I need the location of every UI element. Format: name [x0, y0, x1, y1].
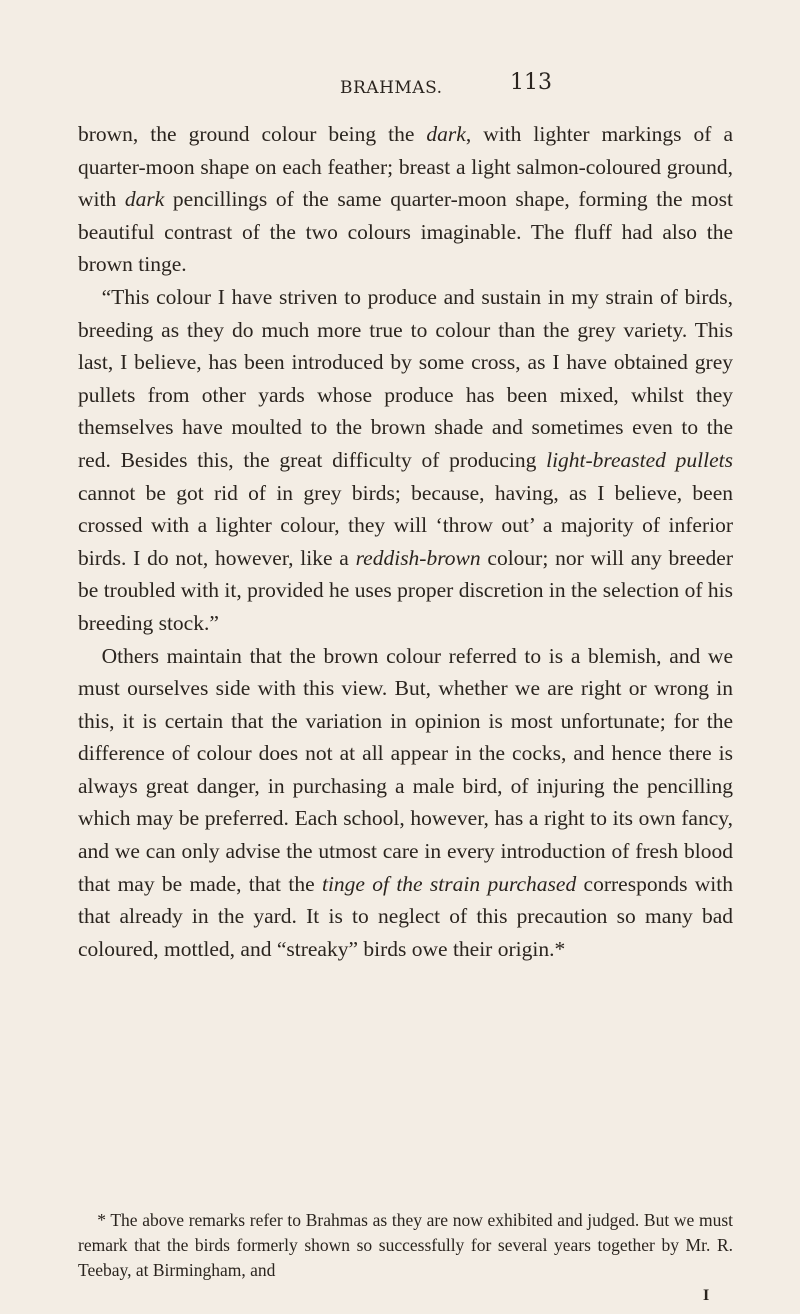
text-run: corresponds with that already in the yard. It is to neglect of this precaution so many bad coloured, mottled, and “streaky” birds owe their origin.*	[78, 871, 733, 961]
paragraph-3	[78, 640, 733, 966]
text-run: “This colour I have striven to produce and sustain in my strain of birds, breeding as they do much more true to colour than the grey variety. This last, I believe, has been introduced by some cross, as I have obtained grey pullets from other yards whose produce has been mixed, whilst they themselves have moulted to the brown shade and sometimes even to the red. Besides this, the great difficulty of producing	[78, 284, 733, 472]
text-run: , with lighter markings of a quarter-moon shape on each feather; breast a light salmon-coloured ground, with	[78, 122, 733, 212]
italic-run: dark	[426, 122, 466, 146]
paragraph-2	[78, 281, 733, 640]
italic-run: dark	[124, 187, 165, 212]
page-number: 113	[510, 70, 552, 95]
italic-run: light-breasted pullets	[546, 447, 733, 472]
italic-run: tinge of the strain purchased	[321, 871, 577, 896]
body-text	[78, 118, 733, 965]
footnote-text: * The above remarks refer to Brahmas as they are now exhibited and judged. But we must remark that the birds formerly shown so successfully for several years together by Mr. R. Teebay, at Birmingham, and	[78, 1210, 733, 1280]
running-head: BRAHMAS.	[340, 78, 443, 98]
paragraph-1	[78, 118, 733, 281]
text-run: cannot be got rid of in grey birds; because, having, as I believe, been crossed with a lighter colour, they will ‘throw out’ a majority of inferior birds. I do not, however, like a	[78, 480, 733, 570]
text-run: pencillings of the same quarter-moon shape, forming the most beautiful contrast of the two colours imaginable. The fluff had also the brown tinge.	[78, 187, 734, 277]
text-run: colour; nor will any breeder be troubled with it, provided he uses proper discretion in the selection of his breeding stock.”	[78, 545, 733, 635]
footnote	[78, 1208, 733, 1283]
signature-mark: I	[703, 1287, 710, 1304]
text-run: Others maintain that the brown colour referred to is a blemish, and we must ourselves side with this view. But, whether we are right or wrong in this, it is certain that the variation in opinion is most unfortunate; for the difference of colour does not at all appear in the cocks, and hence there is always great danger, in purchasing a male bird, of injuring the pencilling which may be preferred. Each school, however, has a right to its own fancy, and we can only advise the utmost care in every introduction of fresh blood that may be made, that the	[78, 643, 733, 896]
text-run: brown, the ground colour being the	[78, 122, 427, 146]
italic-run: reddish-brown	[355, 545, 481, 570]
